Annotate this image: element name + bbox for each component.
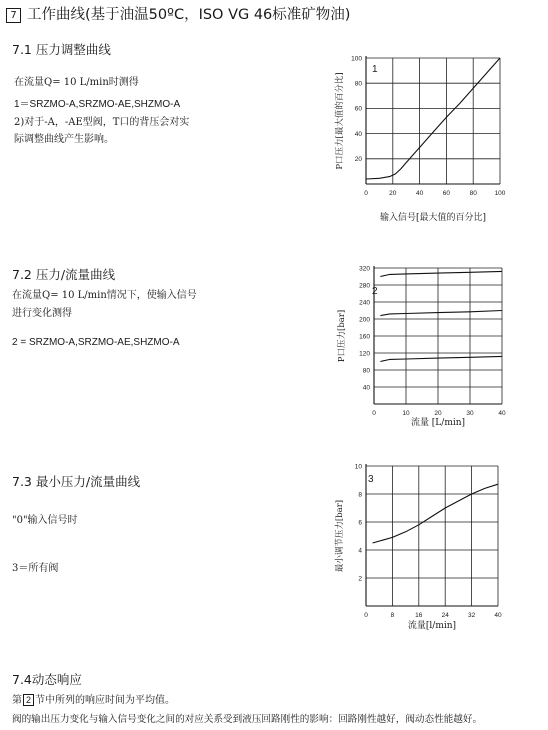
x-tick-label: 10 (402, 410, 410, 417)
series-line (380, 311, 502, 316)
series-line (373, 484, 498, 543)
y-axis-label: P口压力[bar] (337, 309, 347, 363)
y-tick-label: 240 (359, 299, 370, 307)
section-7-1-text-4: 际调整曲线产生影响。 (14, 134, 114, 145)
y-tick-label: 20 (354, 156, 362, 164)
section-7-4-text-1 (12, 691, 175, 706)
series-line (380, 356, 502, 361)
x-tick-label: 32 (467, 612, 476, 619)
section-7-4-text-2: 阀的输出压力变化与输入信号变化之间的对应关系受到液压回路刚性的影响：回路刚性越好，阀动态性能越好。 (12, 714, 483, 725)
text-1-suffix: 节中所列的响应时间为平均值。 (35, 695, 176, 706)
section-7-3-heading: 7.3 最小压力/流量曲线 (12, 474, 141, 489)
y-tick-label: 320 (359, 265, 370, 273)
y-tick-label: 160 (359, 333, 370, 341)
section-7-3-text-1: "0"输入信号时 (12, 515, 78, 526)
section-7-3-text-2: 3＝所有阀 (12, 563, 59, 574)
x-tick-label: 100 (494, 190, 506, 197)
chapter-number: 7 (6, 8, 21, 23)
y-tick-label: 40 (362, 384, 370, 392)
x-tick-label: 20 (434, 410, 442, 417)
chart-1-pressure-adjust (330, 48, 520, 228)
curve-label: 1 (372, 64, 378, 75)
y-tick-label: 200 (359, 316, 370, 324)
x-tick-label: 60 (442, 190, 451, 197)
x-tick-label: 40 (498, 410, 506, 417)
y-tick-label: 280 (359, 282, 370, 290)
y-tick-label: 2 (358, 575, 362, 583)
x-axis-label: 流量 [L/min] (410, 418, 466, 428)
section-7-1-text-1: 在流量Q= 10 L/min时测得 (14, 77, 139, 88)
chapter-title: 工作曲线(基于油温50ºC，ISO VG 46标准矿物油) (27, 7, 351, 23)
x-tick-label: 40 (415, 190, 424, 197)
section-ref-box: 2 (23, 694, 34, 706)
section-7-4-heading: 7.4动态响应 (12, 672, 82, 687)
chart-2-pressure-flow (330, 262, 520, 432)
x-axis-label: 输入信号[最大值的百分比] (379, 213, 487, 223)
section-7-1-text-3: 2)对于-A，-AE型阀，T口的背压会对实 (14, 117, 190, 128)
x-tick-label: 8 (390, 612, 395, 619)
x-tick-label: 0 (364, 612, 368, 619)
chapter-header (6, 3, 350, 24)
section-7-2-text-3: 2 = SRZMO-A,SRZMO-AE,SHZMO-A (12, 337, 180, 348)
y-tick-label: 120 (359, 350, 370, 358)
x-tick-label: 16 (415, 612, 423, 619)
x-tick-label: 0 (364, 190, 368, 197)
section-7-1-text-2: 1＝SRZMO-A,SRZMO-AE,SHZMO-A (14, 99, 181, 110)
chart-3-min-pressure-flow (330, 460, 520, 635)
y-tick-label: 60 (354, 105, 362, 113)
x-tick-label: 20 (389, 190, 397, 197)
x-tick-label: 24 (441, 612, 449, 619)
curve-label: 2 (372, 286, 378, 297)
x-axis-label: 流量[l/min] (407, 621, 457, 631)
y-tick-label: 80 (354, 80, 362, 88)
x-tick-label: 0 (372, 410, 376, 417)
section-7-2-text-1: 在流量Q= 10 L/min情况下，使输入信号 (12, 290, 197, 301)
y-axis-label: 最小调节压力[bar] (335, 499, 345, 573)
y-tick-label: 6 (358, 519, 362, 527)
section-7-2-text-2: 进行变化测得 (12, 308, 72, 319)
y-tick-label: 80 (362, 367, 370, 375)
y-tick-label: 10 (354, 463, 362, 471)
y-tick-label: 100 (351, 55, 362, 63)
section-7-1-heading: 7.1 压力调整曲线 (12, 42, 111, 57)
y-tick-label: 40 (354, 130, 362, 138)
section-7-2-heading: 7.2 压力/流量曲线 (12, 267, 116, 282)
series-line (380, 271, 502, 276)
series-line (366, 58, 500, 179)
x-tick-label: 30 (466, 410, 474, 417)
x-tick-label: 80 (469, 190, 477, 197)
text-1-prefix: 第 (12, 695, 22, 706)
x-tick-label: 40 (494, 612, 502, 619)
y-tick-label: 4 (358, 547, 362, 555)
curve-label: 3 (368, 474, 374, 485)
y-axis-label: P口压力[最大值的百分比] (335, 72, 345, 170)
y-tick-label: 8 (358, 491, 362, 499)
